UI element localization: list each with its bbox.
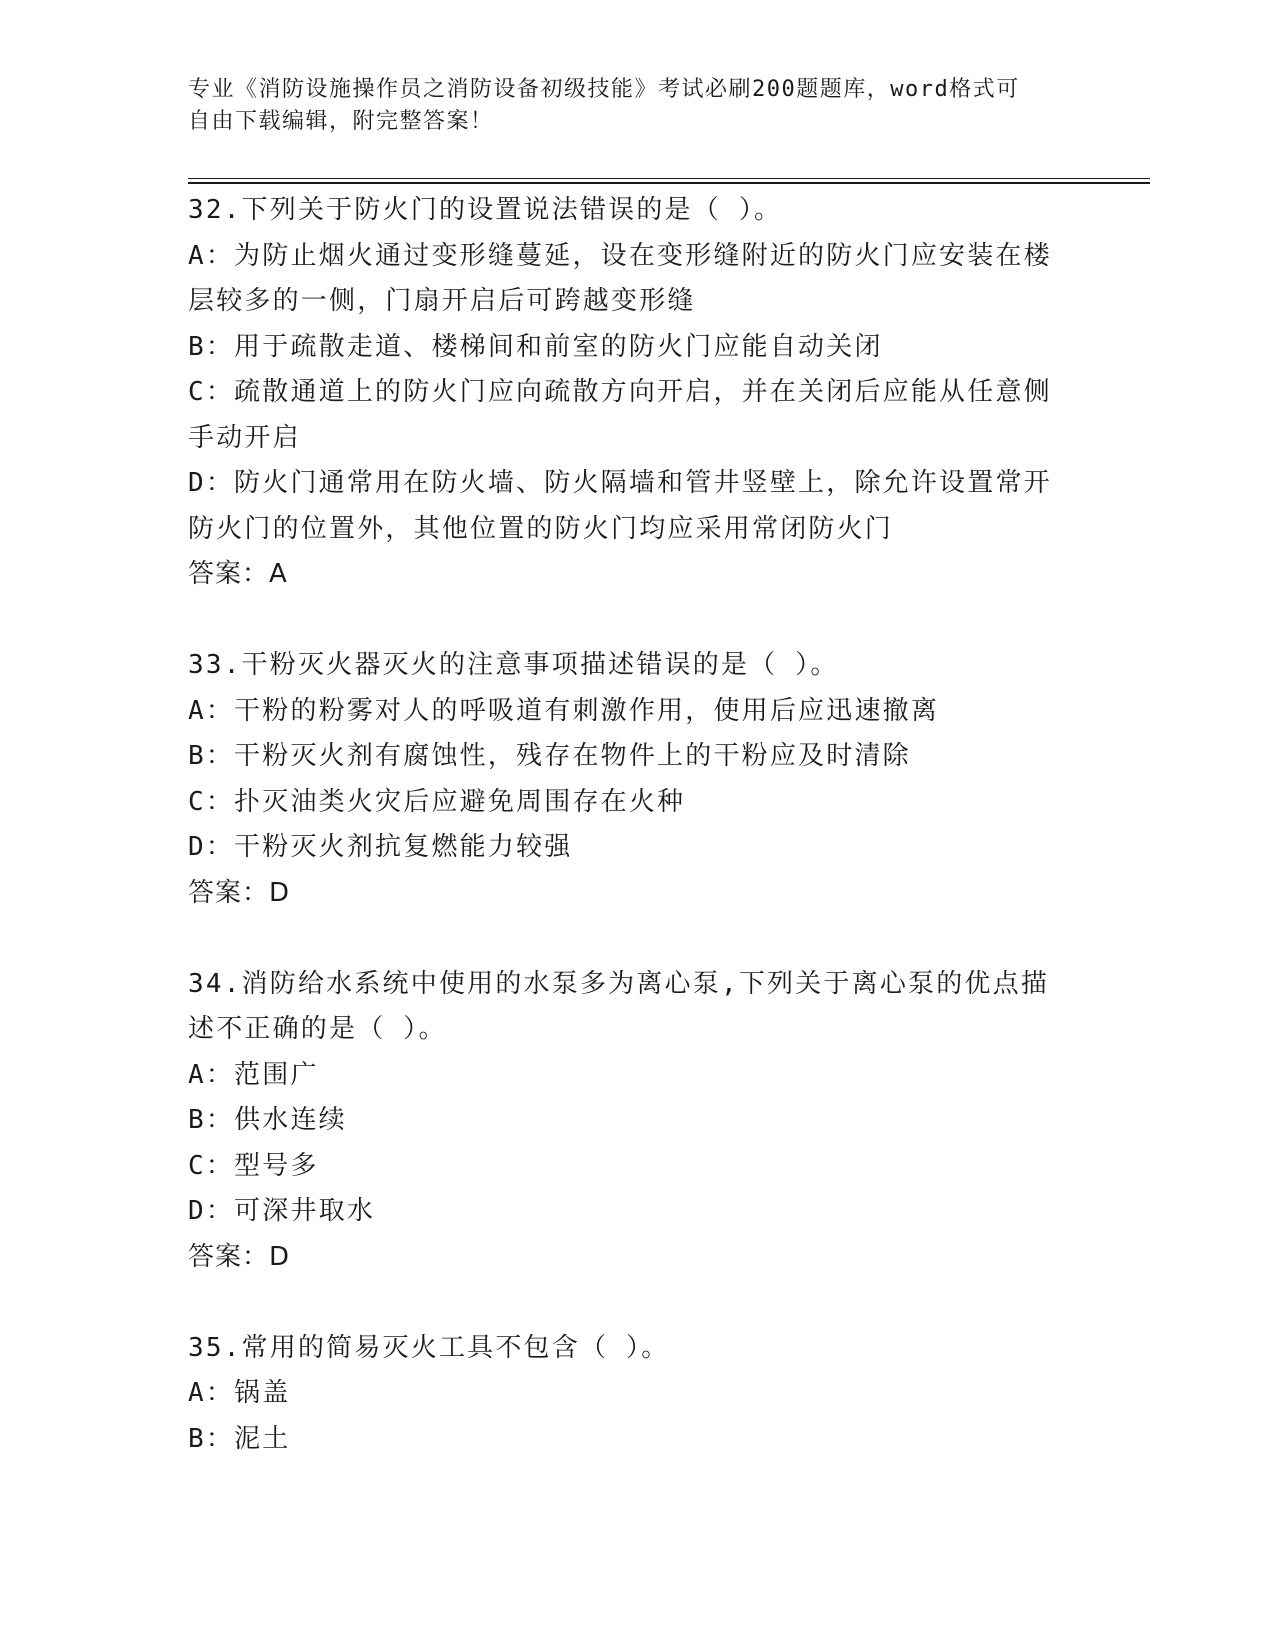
header-divider-thin — [188, 178, 1150, 179]
question-list — [188, 188, 1088, 1462]
option-text: B：泥土 — [188, 1423, 291, 1454]
question-spacer — [188, 598, 1088, 644]
option-text: C：疏散通道上的防火门应向疏散方向开启，并在关闭后应能从任意侧 — [188, 377, 1052, 407]
option-text: A：为防止烟火通过变形缝蔓延，设在变形缝附近的防火门应安装在楼 — [188, 240, 1052, 271]
option-text: C：型号多 — [188, 1150, 319, 1181]
option-text: A：锅盖 — [188, 1378, 291, 1408]
answer-label: 答案：D — [188, 877, 291, 908]
question-block — [188, 962, 1088, 1281]
option-text: D：防火门通常用在防火墙、防火隔墙和管井竖壁上，除允许设置常开 — [188, 468, 1052, 498]
option-text: C：扑灭油类火灾后应避免周围存在火种 — [188, 786, 686, 817]
header-line-2: 自由下载编辑，附完整答案！ — [188, 109, 494, 134]
option-text: B：干粉灭火剂有腐蚀性，残存在物件上的干粉应及时清除 — [188, 741, 911, 771]
question-stem: 33.干粉灭火器灭火的注意事项描述错误的是（ ）。 — [188, 650, 839, 680]
option-text: A：干粉的粉雾对人的呼吸道有刺激作用，使用后应迅速撤离 — [188, 695, 940, 726]
question-block — [188, 643, 1088, 916]
question-spacer — [188, 916, 1088, 962]
document-header — [188, 74, 1068, 138]
question-stem: 34.消防给水系统中使用的水泵多为离心泵,下列关于离心泵的优点描 — [188, 968, 1050, 999]
header-line-1: 专业《消防设施操作员之消防设备初级技能》考试必刷200题题库，word格式可 — [188, 77, 1020, 102]
question-block — [188, 188, 1088, 598]
question-stem: 述不正确的是（ ）。 — [188, 1014, 447, 1044]
option-text: D：可深井取水 — [188, 1196, 376, 1226]
header-divider-thick — [188, 182, 1150, 184]
question-stem: 35.常用的简易灭火工具不包含（ ）。 — [188, 1332, 670, 1363]
answer-label: 答案：D — [188, 1241, 291, 1272]
option-text: B：供水连续 — [188, 1105, 347, 1135]
question-spacer — [188, 1280, 1088, 1326]
option-text: 防火门的位置外，其他位置的防火门均应采用常闭防火门 — [188, 513, 894, 544]
option-text: A：范围广 — [188, 1059, 319, 1090]
option-text: 手动开启 — [188, 422, 301, 453]
question-stem: 32.下列关于防火门的设置说法错误的是（ ）。 — [188, 195, 783, 225]
option-text: 层较多的一侧，门扇开启后可跨越变形缝 — [188, 286, 696, 316]
answer-label: 答案：A — [188, 559, 288, 589]
option-text: B：用于疏散走道、楼梯间和前室的防火门应能自动关闭 — [188, 331, 883, 362]
question-block — [188, 1326, 1088, 1463]
option-text: D：干粉灭火剂抗复燃能力较强 — [188, 832, 573, 862]
